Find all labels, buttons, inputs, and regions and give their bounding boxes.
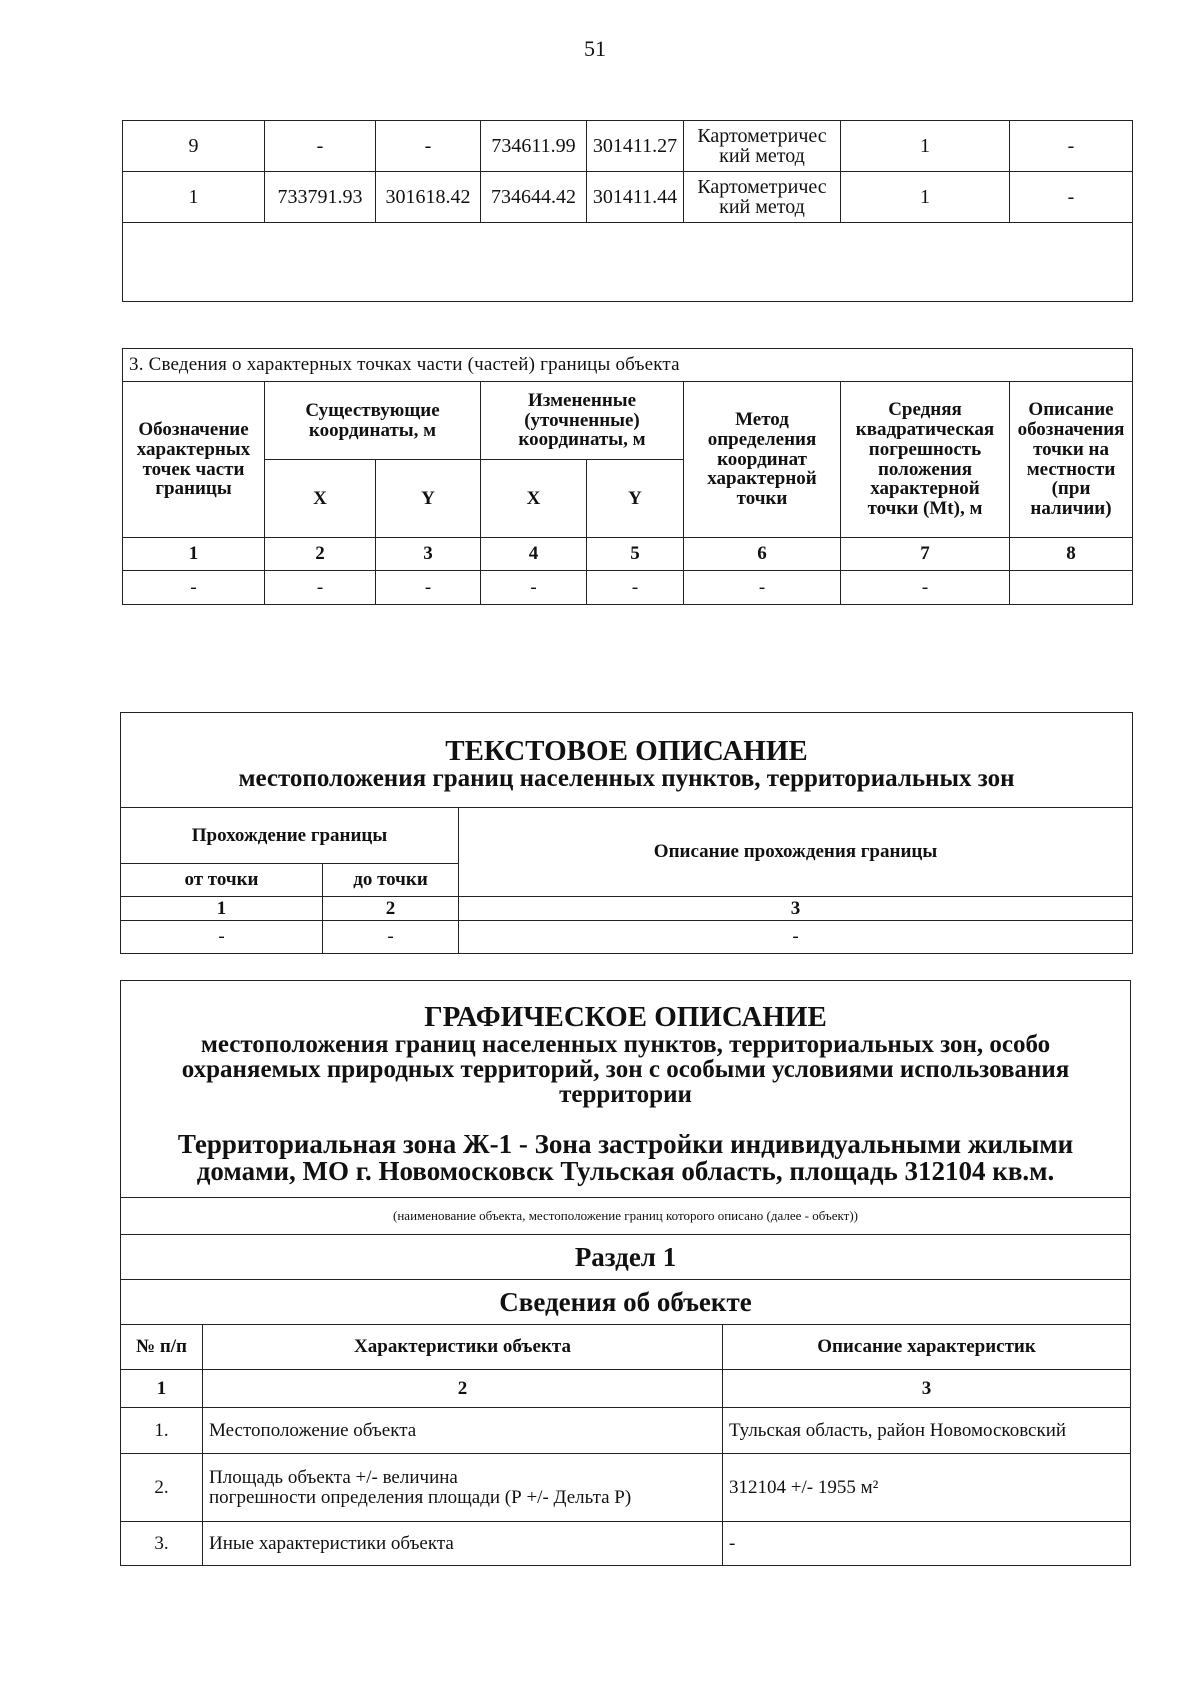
object-name-note: (наименование объекта, местоположение границ которого описано (далее - объект)) xyxy=(121,1198,1131,1235)
text-description-table xyxy=(120,712,1133,954)
table-cell: - xyxy=(123,571,265,605)
x-header: X xyxy=(481,460,587,538)
table-row xyxy=(121,921,1133,954)
desc-cell: - xyxy=(1010,121,1133,172)
description-cell: Тульская область, район Новомосковский xyxy=(723,1408,1131,1454)
graphic-description-title xyxy=(121,981,1131,1198)
column-number: 3 xyxy=(376,538,481,571)
method-cell xyxy=(684,121,841,172)
table-row xyxy=(121,1408,1131,1454)
column-numbers-row xyxy=(123,538,1133,571)
section-title: 3. Сведения о характерных точках части (частей) границы объекта xyxy=(123,349,1133,382)
method-line: кий метод xyxy=(719,196,805,218)
part-points-table xyxy=(122,348,1133,605)
passage-header: Прохождение границы xyxy=(121,808,459,864)
table-row xyxy=(123,172,1133,223)
column-number: 5 xyxy=(587,538,684,571)
title-subtitle: местоположения границ населенных пунктов, территориальных зон xyxy=(238,765,1015,792)
title-main: ТЕКСТОВОЕ ОПИСАНИЕ xyxy=(445,735,808,767)
column-number: 3 xyxy=(723,1370,1131,1408)
changed-coords-header: Измененные (уточненные) координаты, м xyxy=(481,382,684,460)
from-point-header: от точки xyxy=(121,864,323,897)
y-header: Y xyxy=(587,460,684,538)
existing-x-cell: - xyxy=(265,121,376,172)
title-subtitle-line: охраняемых природных территорий, зон с особыми условиями использования xyxy=(181,1056,1070,1083)
empty-row xyxy=(123,223,1133,302)
table-cell: - xyxy=(323,921,459,954)
section-title: Сведения об объекте xyxy=(121,1280,1131,1325)
method-header: Метод определения координат характерной точки xyxy=(684,382,841,538)
description-cell: 312104 +/- 1955 м² xyxy=(723,1454,1131,1522)
column-number: 1 xyxy=(123,538,265,571)
table-row xyxy=(121,1454,1131,1522)
mt-header: Средняя квадратическая погрешность положения характерной точки (Mt), м xyxy=(841,382,1010,538)
mt-cell: 1 xyxy=(841,121,1010,172)
column-number: 2 xyxy=(203,1370,723,1408)
designation-header: Обозначение характерных точек части границы xyxy=(123,382,265,538)
column-numbers-row xyxy=(121,897,1133,921)
mt-cell: 1 xyxy=(841,172,1010,223)
coordinates-table xyxy=(122,120,1133,302)
table-cell: - xyxy=(459,921,1133,954)
row-number: 2. xyxy=(121,1454,203,1522)
description-cell: - xyxy=(723,1522,1131,1566)
table-cell: - xyxy=(587,571,684,605)
desc-cell: - xyxy=(1010,172,1133,223)
method-line: кий метод xyxy=(719,145,805,167)
characteristics-header: Характеристики объекта xyxy=(203,1325,723,1370)
existing-x-cell: 733791.93 xyxy=(265,172,376,223)
description-header: Описание обозначения точки на местности (при наличии) xyxy=(1010,382,1133,538)
number-header: № п/п xyxy=(121,1325,203,1370)
existing-y-cell: - xyxy=(376,121,481,172)
existing-y-cell: 301618.42 xyxy=(376,172,481,223)
point-cell: 1 xyxy=(123,172,265,223)
page-number: 51 xyxy=(584,36,606,61)
point-cell: 9 xyxy=(123,121,265,172)
passage-description-header: Описание прохождения границы xyxy=(459,808,1133,897)
characteristic-line: погрешности определения площади (Р +/- Дельта Р) xyxy=(209,1486,632,1508)
column-number: 8 xyxy=(1010,538,1133,571)
table-cell: - xyxy=(684,571,841,605)
changed-y-cell: 301411.44 xyxy=(587,172,684,223)
changed-x-cell: 734611.99 xyxy=(481,121,587,172)
column-number: 2 xyxy=(265,538,376,571)
existing-coords-header: Существующие координаты, м xyxy=(265,382,481,460)
column-number: 6 xyxy=(684,538,841,571)
y-header: Y xyxy=(376,460,481,538)
method-line: Картометричес xyxy=(697,176,827,198)
table-row xyxy=(121,1522,1131,1566)
method-line: Картометричес xyxy=(697,125,827,147)
row-number: 3. xyxy=(121,1522,203,1566)
characteristic-cell xyxy=(203,1454,723,1522)
column-number: 1 xyxy=(121,897,323,921)
column-number: 2 xyxy=(323,897,459,921)
text-description-title xyxy=(121,713,1133,808)
column-numbers-row xyxy=(121,1370,1131,1408)
characteristic-line: Площадь объекта +/- величина xyxy=(209,1466,458,1488)
object-name xyxy=(131,1131,1120,1185)
column-number: 1 xyxy=(121,1370,203,1408)
to-point-header: до точки xyxy=(323,864,459,897)
changed-x-cell: 734644.42 xyxy=(481,172,587,223)
object-name-line: домами, МО г. Новомосковск Тульская область, площадь 312104 кв.м. xyxy=(196,1156,1055,1186)
row-number: 1. xyxy=(121,1408,203,1454)
graphic-description-table xyxy=(120,980,1131,1566)
empty-cell xyxy=(123,223,1133,302)
table-cell: - xyxy=(265,571,376,605)
x-header: X xyxy=(265,460,376,538)
description-header: Описание характеристик xyxy=(723,1325,1131,1370)
object-name-line: Территориальная зона Ж-1 - Зона застройки индивидуальными жилыми xyxy=(177,1129,1074,1159)
title-subtitle-line: местоположения границ населенных пунктов, территориальных зон, особо xyxy=(200,1031,1051,1058)
characteristic-cell: Иные характеристики объекта xyxy=(203,1522,723,1566)
table-row xyxy=(123,571,1133,605)
column-number: 3 xyxy=(459,897,1133,921)
table-cell: - xyxy=(121,921,323,954)
column-number: 7 xyxy=(841,538,1010,571)
method-cell xyxy=(684,172,841,223)
table-cell xyxy=(1010,571,1133,605)
changed-y-cell: 301411.27 xyxy=(587,121,684,172)
title-subtitle-line: территории xyxy=(559,1081,692,1108)
table-row xyxy=(123,121,1133,172)
table-cell: - xyxy=(376,571,481,605)
column-number: 4 xyxy=(481,538,587,571)
table-cell: - xyxy=(841,571,1010,605)
section-number: Раздел 1 xyxy=(121,1235,1131,1280)
table-cell: - xyxy=(481,571,587,605)
title-main: ГРАФИЧЕСКОЕ ОПИСАНИЕ xyxy=(424,1001,827,1033)
characteristic-cell: Местоположение объекта xyxy=(203,1408,723,1454)
